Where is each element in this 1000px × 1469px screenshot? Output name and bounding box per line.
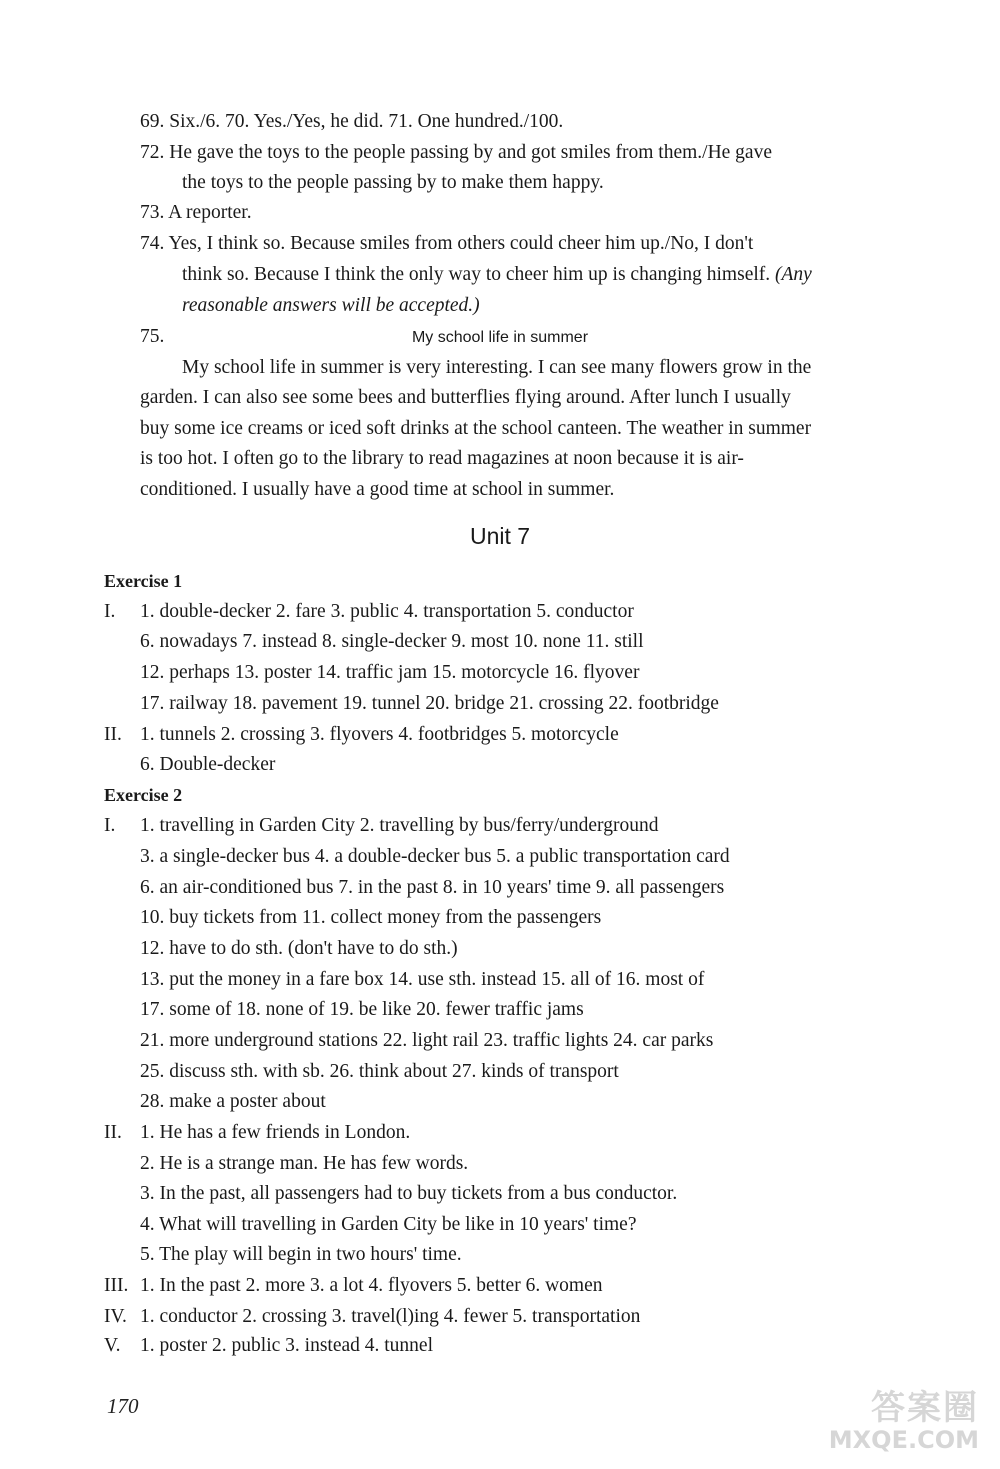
ex2-part-II-line-3: 3. In the past, all passengers had to buy tickets from a bus conductor. bbox=[140, 1183, 678, 1204]
ex1-part-I-line-3: 12. perhaps 13. poster 14. traffic jam 15. motorcycle 16. flyover bbox=[140, 662, 640, 683]
essay-line-4: is too hot. I often go to the library to read magazines at noon because it is air- bbox=[140, 448, 744, 469]
answer-72-line2: the toys to the people passing by to make them happy. bbox=[182, 172, 604, 193]
essay-line-2: garden. I can also see some bees and butterflies flying around. After lunch I usually bbox=[140, 387, 791, 408]
essay-line-3: buy some ice creams or iced soft drinks at the school canteen. The weather in summer bbox=[140, 418, 812, 439]
ex2-part-II-line-2: 2. He is a strange man. He has few words. bbox=[140, 1153, 469, 1174]
ex2-part-I-line-1: 1. travelling in Garden City 2. travelling by bus/ferry/underground bbox=[140, 815, 659, 836]
ex1-part-I-line-2: 6. nowadays 7. instead 8. single-decker 9. most 10. none 11. still bbox=[140, 631, 644, 652]
answer-72-line1: 72. He gave the toys to the people passing by and got smiles from them./He gave bbox=[140, 142, 772, 163]
answer-69-71: 69. Six./6. 70. Yes./Yes, he did. 71. One hundred./100. bbox=[140, 111, 564, 132]
ex2-part-I-line-3: 6. an air-conditioned bus 7. in the past 8. in 10 years' time 9. all passengers bbox=[140, 877, 725, 898]
ex1-part-I-line-4: 17. railway 18. pavement 19. tunnel 20. bridge 21. crossing 22. footbridge bbox=[140, 693, 719, 714]
ex2-part-III-line: 1. In the past 2. more 3. a lot 4. flyovers 5. better 6. women bbox=[140, 1275, 603, 1296]
ex1-part-I-line-1: 1. double-decker 2. fare 3. public 4. transportation 5. conductor bbox=[140, 601, 634, 622]
answer-74-line2 bbox=[182, 260, 812, 290]
ex1-part-II-label: II. bbox=[104, 724, 122, 745]
essay-line-1: My school life in summer is very interesting. I can see many flowers grow in the bbox=[182, 357, 812, 378]
ex2-part-I-line-7: 17. some of 18. none of 19. be like 20. fewer traffic jams bbox=[140, 999, 584, 1020]
page-number: 170 bbox=[107, 1394, 139, 1418]
ex2-part-IV-label: IV. bbox=[104, 1306, 127, 1327]
ex1-part-II-line-2: 6. Double-decker bbox=[140, 754, 276, 775]
unit-title: Unit 7 bbox=[469, 523, 531, 549]
watermark-site: MXQE.COM bbox=[828, 1426, 979, 1454]
answer-74-note-start: (Any bbox=[775, 264, 812, 285]
ex2-part-I-line-10: 28. make a poster about bbox=[140, 1091, 326, 1112]
ex2-part-II-label: II. bbox=[104, 1122, 122, 1143]
ex2-part-II-line-1: 1. He has a few friends in London. bbox=[140, 1122, 411, 1143]
watermark-mark: 答案圈 bbox=[871, 1388, 979, 1428]
ex2-part-I-line-8: 21. more underground stations 22. light rail 23. traffic lights 24. car parks bbox=[140, 1030, 714, 1051]
ex2-part-V-label: V. bbox=[104, 1335, 121, 1356]
ex2-part-III-label: III. bbox=[104, 1275, 129, 1296]
exercise-1-heading: Exercise 1 bbox=[104, 571, 183, 591]
ex2-part-IV-line: 1. conductor 2. crossing 3. travel(l)ing 4. fewer 5. transportation bbox=[140, 1306, 641, 1327]
ex2-part-I-line-5: 12. have to do sth. (don't have to do sth.) bbox=[140, 938, 458, 959]
essay-title: My school life in summer bbox=[411, 329, 589, 346]
ex2-part-I-line-4: 10. buy tickets from 11. collect money from the passengers bbox=[140, 907, 602, 928]
answer-74-note: reasonable answers will be accepted.) bbox=[182, 295, 480, 316]
essay-line-5: conditioned. I usually have a good time at school in summer. bbox=[140, 479, 615, 500]
ex2-part-I-label: I. bbox=[104, 815, 116, 836]
answer-74-line1: 74. Yes, I think so. Because smiles from others could cheer him up./No, I don't bbox=[140, 233, 754, 254]
watermark-logo bbox=[820, 1380, 985, 1460]
ex1-part-I-label: I. bbox=[104, 601, 116, 622]
ex2-part-II-line-5: 5. The play will begin in two hours' time. bbox=[140, 1244, 462, 1265]
exercise-2-heading: Exercise 2 bbox=[104, 785, 183, 805]
answer-73: 73. A reporter. bbox=[140, 202, 252, 223]
ex2-part-V-line: 1. poster 2. public 3. instead 4. tunnel bbox=[140, 1335, 433, 1356]
ex2-part-I-line-6: 13. put the money in a fare box 14. use sth. instead 15. all of 16. most of bbox=[140, 969, 705, 990]
answer-75-number: 75. bbox=[140, 326, 165, 347]
ex2-part-II-line-4: 4. What will travelling in Garden City be like in 10 years' time? bbox=[140, 1214, 637, 1235]
ex2-part-I-line-9: 25. discuss sth. with sb. 26. think about 27. kinds of transport bbox=[140, 1061, 619, 1082]
ex2-part-I-line-2: 3. a single-decker bus 4. a double-decker bus 5. a public transportation card bbox=[140, 846, 730, 867]
ex1-part-II-line-1: 1. tunnels 2. crossing 3. flyovers 4. footbridges 5. motorcycle bbox=[140, 724, 619, 745]
answer-74-line2-text: think so. Because I think the only way to cheer him up is changing himself. bbox=[182, 264, 771, 285]
